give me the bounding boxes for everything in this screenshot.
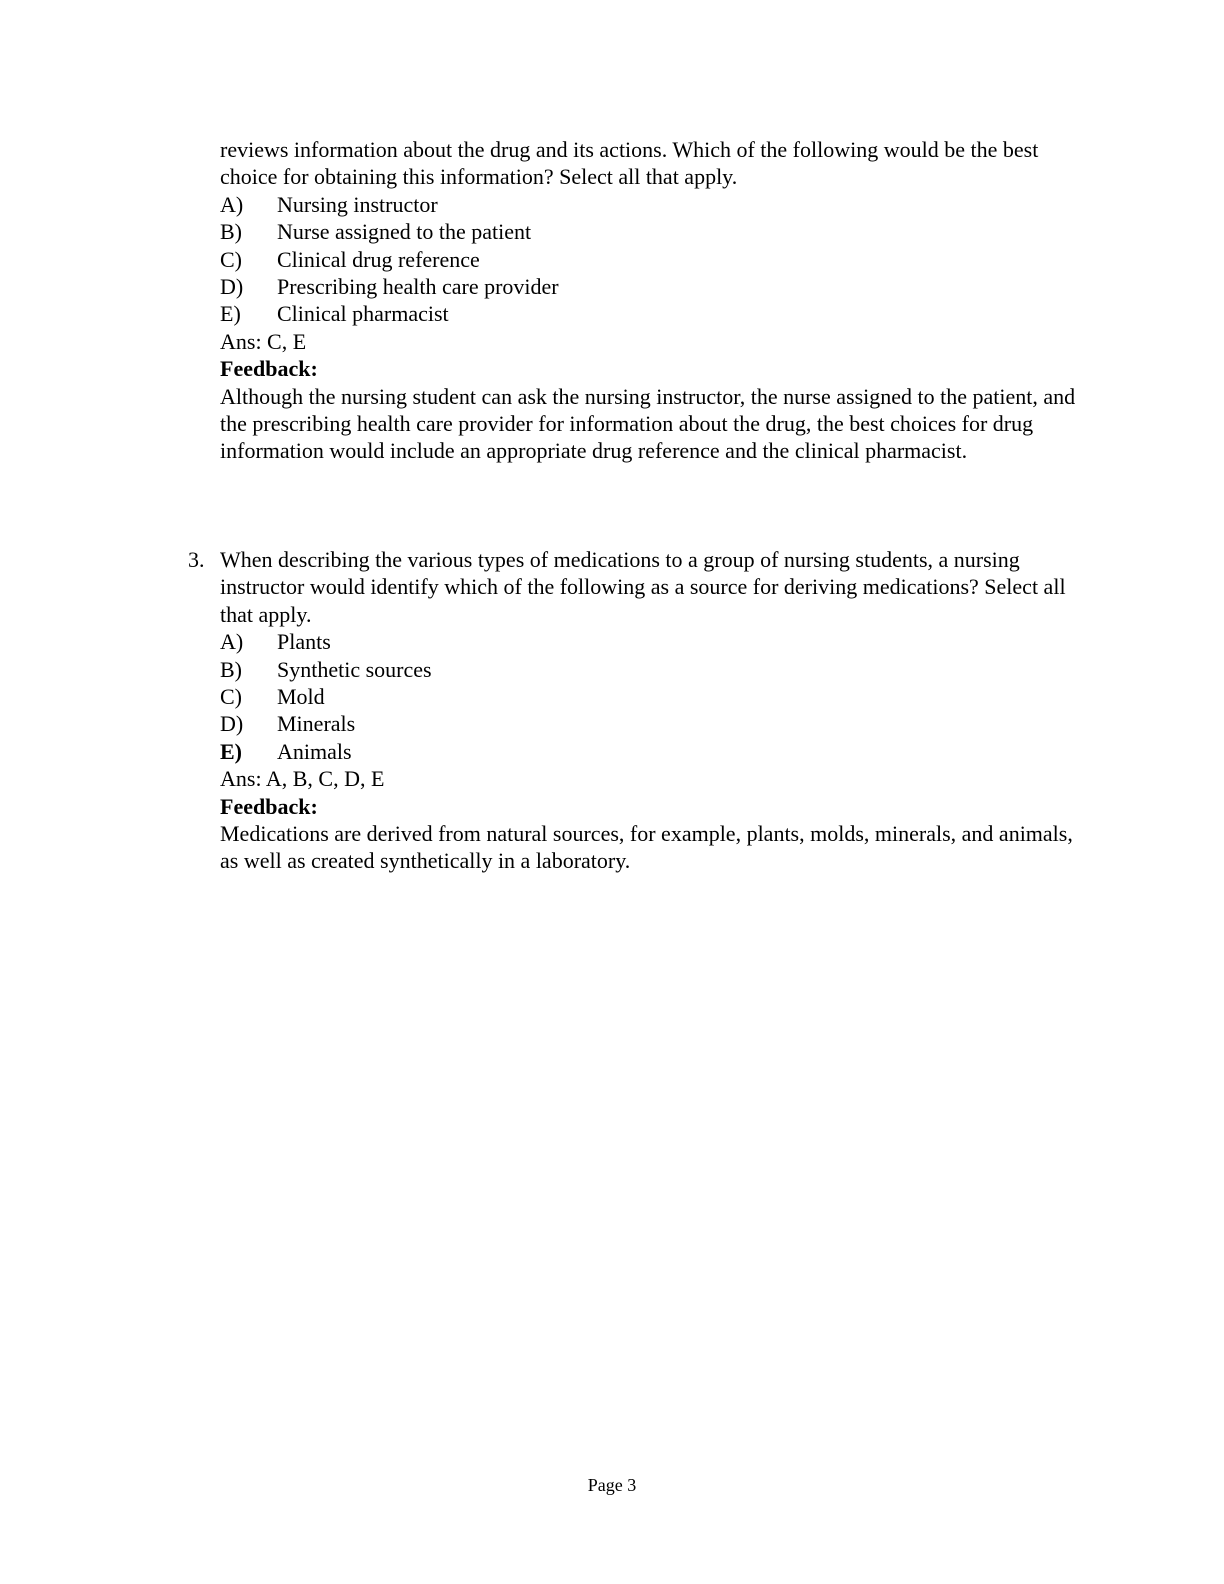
question-3-feedback: Medications are derived from natural sources, for example, plants, molds, minerals, and animals, as well as created synthetically in a laboratory. — [220, 820, 1073, 874]
option-text: Nursing instructor — [277, 191, 438, 217]
option-letter: C) — [220, 684, 242, 709]
option-letter: A) — [220, 629, 244, 655]
option-letter: C) — [220, 246, 242, 272]
option-text: Nurse assigned to the patient — [277, 219, 532, 245]
option-row — [220, 656, 1080, 683]
option-row — [220, 738, 1080, 765]
option-row — [220, 191, 1080, 218]
option-letter: D) — [220, 711, 244, 737]
question-3-number: 3. — [188, 547, 205, 572]
question-2-block — [220, 136, 1080, 465]
question-3-answer: Ans: A, B, C, D, E — [220, 766, 385, 792]
option-text: Clinical drug reference — [277, 246, 480, 272]
option-row — [220, 246, 1080, 273]
question-2-answer: Ans: C, E — [220, 328, 307, 354]
option-row — [220, 628, 1080, 655]
option-row — [220, 683, 1080, 710]
option-letter: A) — [220, 191, 244, 217]
option-row — [220, 710, 1080, 737]
question-3-stem: When describing the various types of medications to a group of nursing students, a nursing instructor would identify which of the following as a source for deriving medications? Select all that apply. — [220, 547, 1066, 627]
question-2-stem: reviews information about the drug and its actions. Which of the following would be the best choice for obtaining this information? Select all that apply. — [220, 137, 1039, 190]
page-number: Page 3 — [587, 1475, 637, 1495]
option-text: Synthetic sources — [277, 656, 432, 682]
question-3-block — [220, 546, 1080, 875]
option-text: Prescribing health care provider — [277, 273, 559, 299]
option-row — [220, 300, 1080, 327]
option-text: Clinical pharmacist — [277, 301, 449, 327]
question-2-feedback-label: Feedback: — [220, 356, 318, 382]
question-2-feedback: Although the nursing student can ask the nursing instructor, the nurse assigned to the patient, and the prescribing health care provider for information about the drug, the best choices for drug information would include an appropriate drug reference and the clinical pharmacist. — [220, 383, 1076, 464]
option-text: Plants — [277, 629, 331, 655]
option-text: Mold — [277, 684, 325, 709]
question-3-options — [220, 628, 1080, 765]
option-text: Animals — [277, 738, 352, 764]
question-3-feedback-label: Feedback: — [220, 793, 318, 819]
option-text: Minerals — [277, 711, 356, 737]
option-row — [220, 218, 1080, 245]
option-letter: B) — [220, 219, 242, 245]
option-letter: D) — [220, 273, 244, 299]
option-letter: E) — [220, 738, 242, 764]
option-letter: E) — [220, 301, 241, 327]
question-2-options — [220, 191, 1080, 328]
option-row — [220, 273, 1080, 300]
option-letter: B) — [220, 656, 242, 682]
